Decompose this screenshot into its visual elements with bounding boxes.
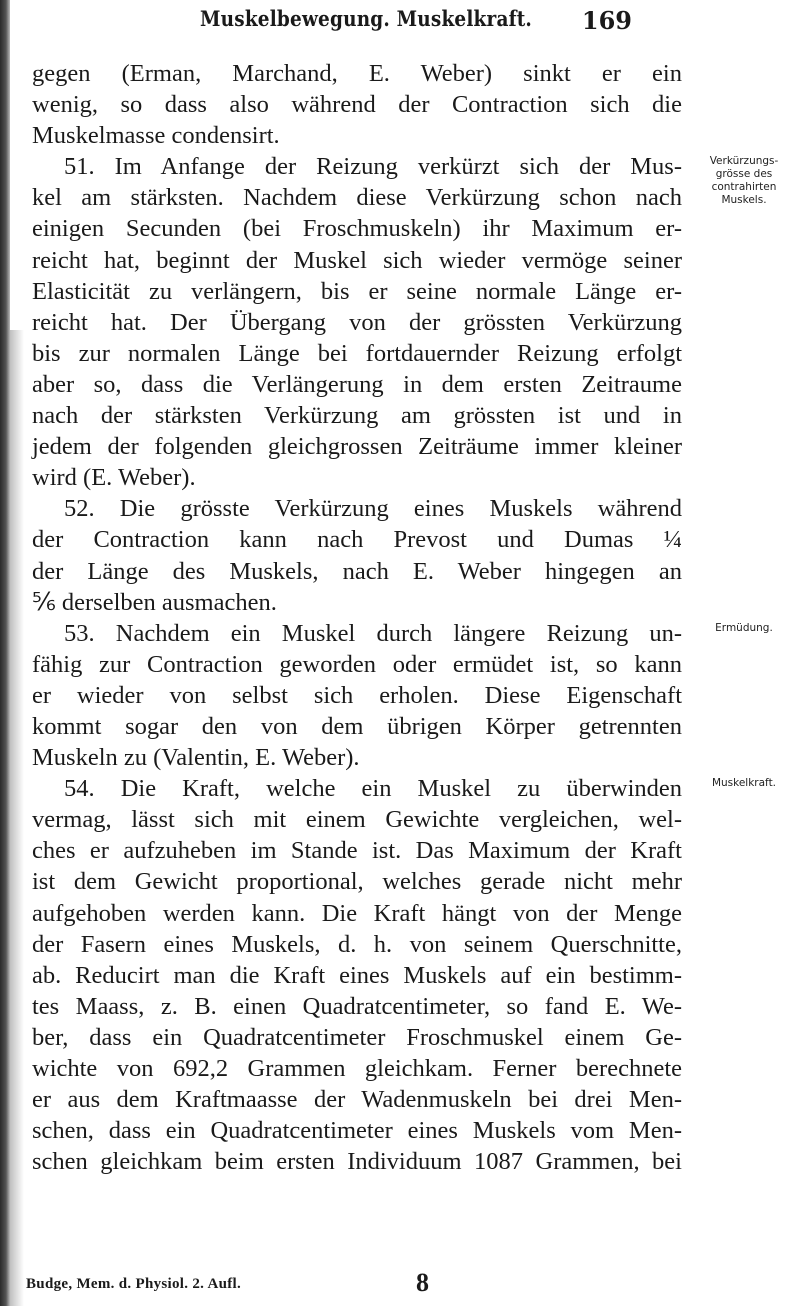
text-line: wird (E. Weber). (32, 464, 196, 492)
page-footer (26, 1268, 686, 1298)
text-line: reicht hat. Der Übergang von der grössten Verkürzung (32, 308, 682, 336)
text-line: wenig, so dass also während der Contraction sich die (32, 91, 682, 119)
text-line: Elasticität zu verlängern, bis er seine normale Länge er- (32, 277, 682, 305)
text-line: 54. Die Kraft, welche ein Muskel zu überwinden (64, 775, 682, 803)
page-number: 169 (581, 6, 632, 35)
text-line: Muskelmasse condensirt. (32, 122, 280, 150)
text-line: bis zur normalen Länge bei fortdauernder Reizung erfolgt (32, 339, 682, 367)
text-line: kommt sogar den von dem übrigen Körper getrennten (32, 712, 682, 740)
text-line: schen gleichkam beim ersten Individuum 1087 Grammen, bei (32, 1148, 682, 1176)
text-line: kel am stärksten. Nachdem diese Verkürzung schon nach (32, 184, 682, 212)
text-line: vermag, lässt sich mit einem Gewichte vergleichen, wel- (32, 806, 682, 834)
text-line: wichte von 692,2 Grammen gleichkam. Ferner berechnete (32, 1055, 682, 1082)
page-gutter-shadow-inner (10, 330, 24, 1306)
page-header (200, 6, 800, 46)
signature-mark: 8 (416, 1268, 429, 1297)
text-line: 52. Die grösste Verkürzung eines Muskels während (64, 495, 682, 523)
text-line: reicht hat, beginnt der Muskel sich wieder vermöge seiner (32, 246, 682, 274)
footer-reference: Budge, Mem. d. Physiol. 2. Aufl. (26, 1276, 242, 1292)
text-line: der Länge des Muskels, nach E. Weber hingegen an (32, 557, 682, 585)
text-line: ab. Reducirt man die Kraft eines Muskels auf ein bestimm- (32, 961, 682, 989)
text-line: aber so, dass die Verlängerung in dem ersten Zeitraume (32, 370, 682, 398)
text-line: ist dem Gewicht proportional, welches gerade nicht mehr (32, 868, 682, 896)
text-line: der Contraction kann nach Prevost und Dumas ¼ (32, 526, 682, 554)
text-line: schen, dass ein Quadratcentimeter eines Muskels vom Men- (32, 1117, 682, 1145)
text-line: der Fasern eines Muskels, d. h. von seinem Querschnitte, (32, 930, 682, 958)
text-line: ⅚ derselben ausmachen. (32, 588, 277, 616)
body-text (32, 58, 682, 1177)
margin-note: Muskelkraft. (711, 777, 777, 790)
text-line: gegen (Erman, Marchand, E. Weber) sinkt er ein (32, 60, 682, 87)
margin-note: Verkürzungs- grösse des contrahirten Muskels. (709, 155, 779, 207)
text-line: ber, dass ein Quadratcentimeter Froschmuskel einem Ge- (32, 1023, 682, 1051)
margin-note: Ermüdung. (715, 621, 773, 634)
text-line: ches er aufzuheben im Stande ist. Das Maximum der Kraft (32, 837, 682, 865)
page-gutter-shadow (0, 0, 10, 1306)
text-line: er aus dem Kraftmaasse der Wadenmuskeln bei drei Men- (32, 1086, 682, 1114)
running-title: Muskelbewegung. Muskelkraft. (200, 6, 533, 31)
text-line: tes Maass, z. B. einen Quadratcentimeter, so fand E. We- (32, 992, 682, 1020)
text-line: 53. Nachdem ein Muskel durch längere Reizung un- (64, 619, 682, 647)
text-line: er wieder von selbst sich erholen. Diese Eigenschaft (32, 681, 682, 709)
text-line: 51. Im Anfange der Reizung verkürzt sich der Mus- (64, 153, 682, 181)
text-line: einigen Secunden (bei Froschmuskeln) ihr Maximum er- (32, 215, 682, 243)
text-line: aufgehoben werden kann. Die Kraft hängt von der Menge (32, 899, 682, 927)
text-line: jedem der folgenden gleichgrossen Zeiträume immer kleiner (32, 433, 682, 461)
text-line: Muskeln zu (Valentin, E. Weber). (32, 744, 360, 772)
text-line: nach der stärksten Verkürzung am grössten ist und in (32, 402, 682, 430)
text-line: fähig zur Contraction geworden oder ermüdet ist, so kann (32, 650, 682, 678)
